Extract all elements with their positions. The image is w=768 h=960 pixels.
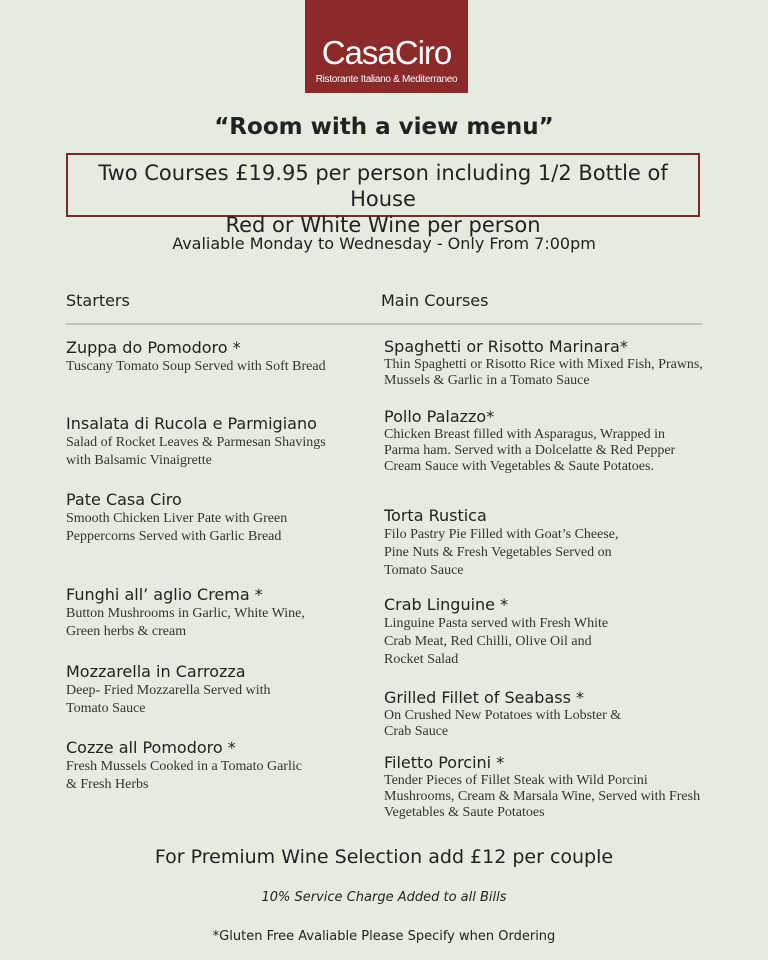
main-name: Crab Linguine * [384, 595, 509, 614]
logo-brand-ciro: Ciro [394, 34, 452, 71]
main-item [384, 506, 634, 580]
starter-desc: Deep- Fried Mozzarella Served with Tomato Sauce [66, 683, 271, 716]
starter-item [66, 738, 306, 794]
main-desc: Linguine Pasta served with Fresh White Crab Meat, Red Chilli, Olive Oil and Rocket Salad [384, 616, 609, 667]
offer-line-2: Red or White Wine per person [225, 213, 541, 237]
section-divider [66, 323, 702, 325]
main-name: Grilled Fillet of Seabass * [384, 688, 585, 707]
menu-title: “Room with a view menu” [214, 114, 554, 140]
main-desc: Filo Pastry Pie Filled with Goat’s Cheese, Pine Nuts & Fresh Vegetables Served on Tomato Sauce [384, 527, 619, 578]
main-item [384, 688, 634, 740]
offer-box [66, 153, 700, 237]
main-item [384, 337, 704, 389]
starter-item [66, 662, 316, 718]
main-desc: Chicken Breast filled with Asparagus, Wrapped in Parma ham. Served with a Dolcelatte & Red Pepper Cream Sauce with Vegetables & Saute Potatoes. [384, 427, 676, 474]
main-item [384, 407, 704, 475]
starter-name: Zuppa do Pomodoro * [66, 338, 241, 357]
starter-name: Cozze all Pomodoro * [66, 738, 236, 757]
main-name: Filetto Porcini * [384, 753, 505, 772]
starter-desc: Fresh Mussels Cooked in a Tomato Garlic & Fresh Herbs [66, 759, 302, 792]
casa-ciro-logo [305, 0, 468, 93]
main-desc: On Crushed New Potatoes with Lobster & Crab Sauce [384, 708, 622, 739]
starter-name: Pate Casa Ciro [66, 490, 182, 509]
main-name: Torta Rustica [384, 506, 487, 525]
starter-desc: Tuscany Tomato Soup Served with Soft Bread [66, 359, 326, 374]
main-name: Spaghetti or Risotto Marinara* [384, 337, 628, 356]
starter-desc: Button Mushrooms in Garlic, White Wine, Green herbs & cream [66, 606, 305, 639]
starter-name: Mozzarella in Carrozza [66, 662, 246, 681]
starter-name: Insalata di Rucola e Parmigiano [66, 414, 317, 433]
starter-item [66, 414, 331, 470]
mains-heading: Main Courses [381, 291, 489, 310]
starter-desc: Smooth Chicken Liver Pate with Green Peppercorns Served with Garlic Bread [66, 511, 288, 544]
main-desc: Thin Spaghetti or Risotto Rice with Mixed Fish, Prawns, Mussels & Garlic in a Tomato Sauce [384, 357, 703, 388]
starter-name: Funghi all’ aglio Crema * [66, 585, 263, 604]
starters-heading: Starters [66, 291, 130, 310]
starter-desc: Salad of Rocket Leaves & Parmesan Shavings with Balsamic Vinaigrette [66, 435, 326, 468]
premium-wine-note: For Premium Wine Selection add £12 per couple [154, 846, 614, 868]
offer-line-1: Two Courses £19.95 per person including 1/2 Bottle of House [98, 161, 668, 211]
gluten-free-note: *Gluten Free Avaliable Please Specify when Ordering [212, 929, 556, 944]
logo-tagline: Ristorante Italiano & Mediterraneo [315, 74, 458, 85]
starter-item [66, 490, 296, 546]
logo-brand-casa: Casa [321, 34, 395, 71]
starter-item [66, 338, 326, 376]
main-item [384, 753, 704, 821]
availability-text: Avaliable Monday to Wednesday - Only From 7:00pm [172, 234, 596, 253]
main-name: Pollo Palazzo* [384, 407, 495, 426]
main-desc: Tender Pieces of Fillet Steak with Wild Porcini Mushrooms, Cream & Marsala Wine, Served with Fresh Vegetables & Saute Potatoes [384, 773, 701, 820]
service-charge-note: 10% Service Charge Added to all Bills [261, 890, 507, 905]
main-item [384, 595, 634, 669]
starter-item [66, 585, 306, 641]
logo-brand [305, 36, 468, 70]
